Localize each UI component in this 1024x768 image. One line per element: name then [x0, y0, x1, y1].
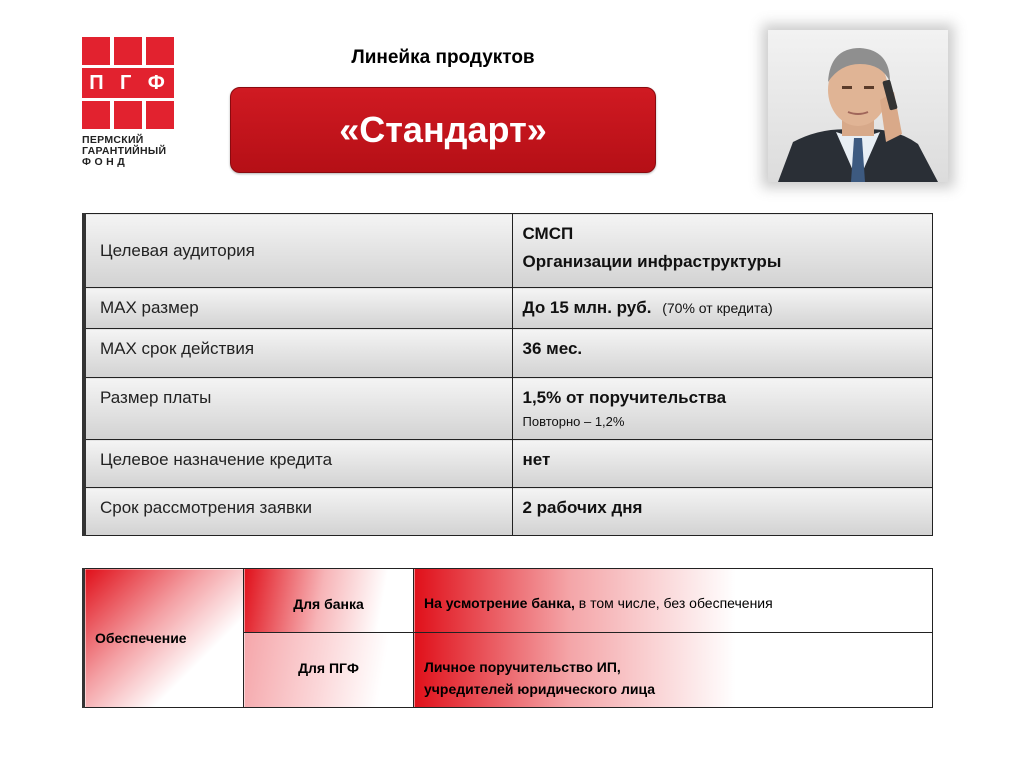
- security-pgf-label: Для ПГФ: [244, 633, 414, 708]
- table-row: [84, 214, 933, 288]
- businessman-phone-photo: [768, 30, 948, 182]
- table-row: [84, 440, 933, 488]
- row-value: [512, 288, 933, 329]
- row-label: MAX размер: [84, 288, 512, 329]
- table-row: [84, 378, 933, 440]
- row-value: [512, 214, 933, 288]
- row-label: Размер платы: [84, 378, 512, 440]
- value-line: СМСП: [522, 224, 574, 243]
- value-note: (70% от кредита): [662, 300, 773, 316]
- pgf-logo: [82, 37, 182, 168]
- row-value: нет: [512, 440, 933, 488]
- security-label: Обеспечение: [84, 569, 244, 708]
- table-row: [84, 569, 933, 633]
- logo-letter: Ф: [147, 71, 167, 94]
- logo-text: ПЕРМСКИЙ ГАРАНТИЙНЫЙ Ф О Н Д: [82, 134, 167, 168]
- businessman-icon: [768, 30, 948, 182]
- row-label: Срок рассмотрения заявки: [84, 488, 512, 536]
- value-note: Повторно – 1,2%: [522, 414, 625, 429]
- logo-letter: П: [89, 71, 106, 94]
- product-line-subtitle: Линейка продуктов: [351, 47, 535, 68]
- product-title: «Стандарт»: [339, 109, 547, 150]
- value-line: Организации инфраструктуры: [522, 252, 782, 271]
- security-bank-label: Для банка: [244, 569, 414, 633]
- row-value: 36 мес.: [512, 329, 933, 378]
- logo-letter: Г: [119, 71, 134, 94]
- value-main: 1,5% от поручительства: [522, 388, 727, 407]
- security-pgf-desc: Личное поручительство ИП, учредителей юридического лица: [414, 633, 933, 708]
- table-row: [84, 488, 933, 536]
- security-table: [82, 568, 933, 708]
- logo-mark: [82, 37, 174, 129]
- product-info-table: [82, 213, 933, 536]
- table-row: [84, 288, 933, 329]
- security-bank-desc: На усмотрение банка, в том числе, без обеспечения: [414, 569, 933, 633]
- row-value: 2 рабочих дня: [512, 488, 933, 536]
- value-main: До 15 млн. руб.: [522, 298, 652, 317]
- product-title-banner: [230, 87, 656, 173]
- row-label: Целевое назначение кредита: [84, 440, 512, 488]
- row-label: MAX срок действия: [84, 329, 512, 378]
- row-value: [512, 378, 933, 440]
- row-label: Целевая аудитория: [84, 214, 512, 288]
- table-row: [84, 329, 933, 378]
